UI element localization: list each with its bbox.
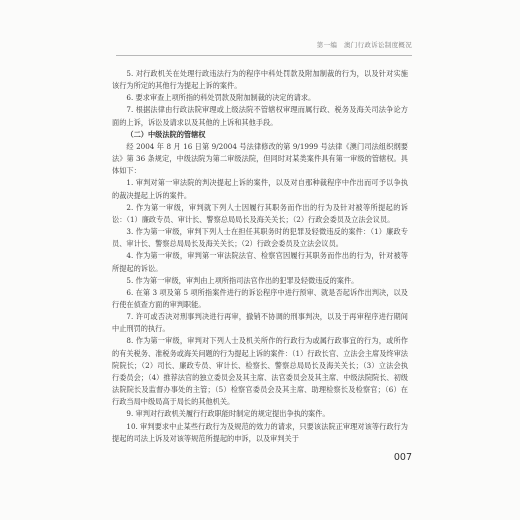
paragraph: 6. 在第 3 项及第 5 项所指案件进行的诉讼程序中进行预审、就是否起诉作出判决，以及行使在侦查方面的审判职能。 — [112, 287, 408, 309]
paragraph: 10. 审判要求中止某些行政行为及规范的效力的请求，只要该法院正审理对该等行政行为提起的司法上诉及对该等规范所提起的申诉，以及审判关于 — [112, 421, 408, 443]
paragraph: 6. 要求审查上项所指的科处罚款及附加制裁的决定的请求。 — [126, 93, 316, 103]
section-heading: （二）中级法院的管辖权 — [126, 129, 206, 139]
paragraph: 8. 作为第一审级，审判对下列人士及机关所作的行政行为或属行政事宜的行为，或所作的有关税务、准税务或海关问题的行为提起上诉的案件：（1）行政长官、立法会主席及终审法院院长；（2）司长、廉政专员、审计长、检察长、警察总局局长及海关关长；（3）立法会执行委员会；（4）推荐法官的独立委员会及其主席、法官委员会及其主席、中级法院院长、初级法院院长及监督办事处的主管；（5）检察官委员会及其主席、助理检察长及检察官；（6）在行政当局中级局高于局长的其他机关。 — [112, 336, 408, 407]
paragraph: 4. 作为第一审级，审判第一审法院法官、检察官因履行其职务而作出的行为，针对被等所提起的诉讼。 — [112, 251, 408, 273]
body-text — [112, 68, 408, 445]
paragraph: 7. 许可或否决对刑事判决进行再审，撤销不协调的刑事判决，以及于再审程序进行期间中止刑罚的执行。 — [112, 312, 408, 334]
paragraph: 1. 审判对第一审法院的判决提起上诉的案件，以及对自那种裁程序中作出而可予以争执的裁决提起上诉的案件。 — [112, 178, 408, 200]
paragraph: 7. 根据法律由行政法院审理或上级法院不管辖权审理而属行政、税务及海关司法争论方面的上诉，诉讼及请求以及其他的上诉和其他手段。 — [112, 105, 408, 127]
paragraph: 5. 作为第一审级，审判由上项所指司法官作出的犯罪及轻微违反的案件。 — [126, 275, 359, 285]
paragraph: 2. 作为第一审级，审判就下列人士因履行其职务而作出的行为及针对被等所提起的诉讼：（1）廉政专员、审计长、警察总局局长及海关关长；（2）行政会委员及立法会议员。 — [112, 202, 408, 224]
paragraph: 经 2004 年 8 月 16 日第 9/2004 号法律修改的第 9/1999 号法律《澳门司法组织纲要法》第 36 条规定，中级法院为第二审级法院，但同时对某类案件具有第一审级的管辖权。具体如下： — [112, 141, 408, 176]
running-header: 第一编 澳门行政诉讼制度概况 — [316, 41, 412, 49]
paragraph: 5. 对行政机关在处理行政违法行为的程序中科处罚款及附加制裁的行为，以及针对实施该行为所定的其他行为提起上诉的案件。 — [112, 69, 408, 91]
paragraph: 3. 作为第一审级，审判下列人士在担任其职务时的犯罪及轻微违反的案件：（1）廉政专员、审计长、警察总局局长及海关关长；（2）行政会委员及立法会议员。 — [112, 227, 408, 249]
page-number: 007 — [393, 452, 412, 463]
header-rule — [116, 55, 412, 56]
paragraph: 9. 审判对行政机关履行行政职能时制定的规定提出争执的案件。 — [126, 409, 330, 419]
